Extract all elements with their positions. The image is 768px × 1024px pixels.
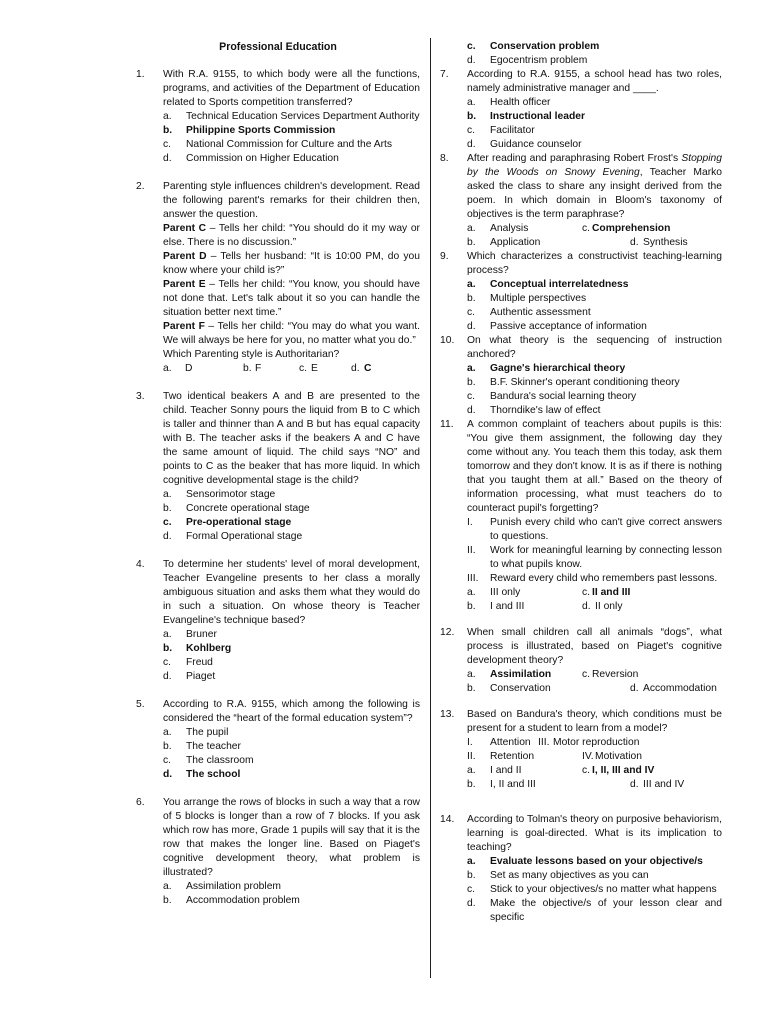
question-number: 6. <box>136 797 145 808</box>
options-row: b. I and III d. II only <box>467 601 623 612</box>
question-stem: According to Tolman's theory on purposive behaviorism, learning is goal-directed. What is its implication to teaching? <box>467 814 722 853</box>
option-c: c. National Commission for Culture and the Arts <box>163 139 393 150</box>
option-b: b. B.F. Skinner's operant conditioning theory <box>467 377 680 388</box>
option-d: d. Make the objective/s of your lesson clear and specific <box>467 898 722 923</box>
left-column <box>136 40 420 908</box>
statement-row: II. Retention IV. Motivation <box>467 751 642 762</box>
question-stem: Two identical beakers A and B are presented to the child. Teacher Sonny pours the liquid from B to C which is taller and thinner than A and B but has equal capacity with B. The teacher asks if the beakers A and C have the same amount of liquid. The child says “NO” and points to C as the beaker that has more liquid. In which cognitive developmental stage is the child? <box>163 391 420 486</box>
question-stem: You arrange the rows of blocks in such a way that a row of 5 blocks is longer than a row of 7 blocks. If you ask which row has more, Grade 1 pupils will say that it is the row that makes the longer line. Based on Piaget's cognitive development theory, what problem is illustrated? <box>163 797 420 878</box>
option-d: d. Passive acceptance of information <box>467 321 647 332</box>
parent-remark: Parent F – Tells her child: “You may do what you want. We will always be here for you, no matter what you do.” <box>163 321 420 346</box>
options-row: b. I, II and III d. III and IV <box>467 779 685 790</box>
option-b: b. Instructional leader <box>467 111 585 122</box>
question-stem: To determine her students' level of moral development, Teacher Evangeline presents to her class a morally ambiguous situation and asks them what they would do in such a situation. On whose theory is Teacher Evangeline's technique based? <box>163 559 420 626</box>
options-list <box>163 488 420 544</box>
question-11 <box>440 418 722 614</box>
option-a: a. Sensorimotor stage <box>163 489 276 500</box>
parent-remark: Parent C – Tells her child: “You should do it my way or else. There is no discussion.” <box>163 223 420 248</box>
option-d: d. Guidance counselor <box>467 139 582 150</box>
options-list <box>467 362 722 418</box>
question-number: 2. <box>136 181 145 192</box>
option-d: d. Formal Operational stage <box>163 531 303 542</box>
option-a: a. Health officer <box>467 97 551 108</box>
options-row: a. Assimilation c. Reversion <box>467 669 639 680</box>
options-row: a. I and II c. I, II, III and IV <box>467 765 655 776</box>
question-number: 8. <box>440 153 449 164</box>
statement-ii: II. Work for meaningful learning by connecting lesson to what pupils know. <box>467 545 722 570</box>
parent-remark: Parent D – Tells her husband: “It is 10:00 PM, do you know where your child is?” <box>163 251 420 276</box>
question-stem: According to R.A. 9155, a school head has two roles, namely administrative manager and ____. <box>467 69 722 94</box>
option-b: b. The teacher <box>163 741 241 752</box>
question-stem: According to R.A. 9155, which among the following is considered the “heart of the formal education system”? <box>163 699 420 724</box>
question-stem: Which characterizes a constructivist teaching-learning process? <box>467 251 722 276</box>
question-number: 3. <box>136 391 145 402</box>
options-row: a. Analysis c. Comprehension <box>467 223 671 234</box>
option-c: c. Authentic assessment <box>467 307 591 318</box>
question-number: 13. <box>440 709 455 720</box>
question-number: 4. <box>136 559 145 570</box>
question-4 <box>136 558 420 684</box>
statement-row: I. Attention III. Motor reproduction <box>467 737 640 748</box>
options-list <box>163 880 420 908</box>
option-a: a. Technical Education Services Department Authority <box>163 111 420 122</box>
parent-remark: Parent E – Tells her child: “You know, you should have not done that. Let's talk about it so you can handle the situation better next time.” <box>163 279 420 318</box>
question-number: 14. <box>440 814 455 825</box>
question-6-continued <box>440 40 722 68</box>
question-stem: Based on Bandura's theory, which conditions must be present for a student to learn from a model? <box>467 709 722 734</box>
question-stem: A common complaint of teachers about pupils is this: “You give them assignment, the following day they come without any. You teach them this today, ask them tomorrow and they don't know. It is as if there is nothing that you taught them at all.” Based on the theory of information processing, what must teachers do to counteract pupil's forgetting? <box>467 419 722 514</box>
statement-list <box>467 516 722 586</box>
column-divider <box>430 38 431 978</box>
question-14 <box>440 813 722 925</box>
option-d: d. Piaget <box>163 671 216 682</box>
option-d: d. The school <box>163 769 241 780</box>
option-d: d. Commission on Higher Education <box>163 153 339 164</box>
option-a: a. Conceptual interrelatedness <box>467 279 629 290</box>
statement-iii: III. Reward every child who remembers past lessons. <box>467 573 718 584</box>
question-5 <box>136 698 420 782</box>
options-list <box>467 96 722 152</box>
option-a: a. The pupil <box>163 727 229 738</box>
option-c: c. Facilitator <box>467 125 535 136</box>
page-title: Professional Education <box>219 41 337 53</box>
option-d: d. Egocentrism problem <box>467 55 588 66</box>
question-stem: After reading and paraphrasing Robert Frost's Stopping by the Woods on Snowy Evening, Teacher Marko asked the class to share any insight derived from the poem. In which domain in Bloom's taxonomy of objectives is the term paraphrase? <box>467 153 722 220</box>
option-c: c. Pre-operational stage <box>163 517 292 528</box>
options-row: b. Application d. Synthesis <box>467 237 688 248</box>
options-list <box>467 855 722 925</box>
option-b: b. Set as many objectives as you can <box>467 870 649 881</box>
question-stem: With R.A. 9155, to which body were all the functions, programs, and activities of the Department of Education related to Sports competition transferred? <box>163 69 420 108</box>
question-1 <box>136 68 420 166</box>
option-c: c. Conservation problem <box>467 41 600 52</box>
question-10 <box>440 334 722 418</box>
question-12 <box>440 626 722 696</box>
option-c: c. The classroom <box>163 755 254 766</box>
option-d: d. Thorndike's law of effect <box>467 405 601 416</box>
option-a: a. Assimilation problem <box>163 881 281 892</box>
question-stem: On what theory is the sequencing of instruction anchored? <box>467 335 722 360</box>
options-list <box>467 278 722 334</box>
question-6 <box>136 796 420 908</box>
option-c: c. Bandura's social learning theory <box>467 391 637 402</box>
option-c: c. Stick to your objectives/s no matter what happens <box>467 884 717 895</box>
options-row: a. III only c. II and III <box>467 587 631 598</box>
question-number: 1. <box>136 69 145 80</box>
option-a: a. Gagne's hierarchical theory <box>467 363 626 374</box>
question-number: 12. <box>440 627 455 638</box>
option-b: b. Philippine Sports Commission <box>163 125 336 136</box>
option-a: a. Bruner <box>163 629 217 640</box>
poem-title: Stopping by the Woods on Snowy Evening <box>467 153 722 178</box>
options-list <box>163 628 420 684</box>
option-b: b. Concrete operational stage <box>163 503 310 514</box>
option-b: b. Kohlberg <box>163 643 232 654</box>
option-a: a. Evaluate lessons based on your objective/s <box>467 856 703 867</box>
options-list <box>163 726 420 782</box>
question-stem: Parenting style influences children's development. Read the following parent's remarks for their children then, answer the question. Parent C – Tells her child: “You should do it my way or else. There is no discussion.” Parent D – Tells her husband: “It is 10:00 PM, do you know where your child is?” Parent E – Tells her child: “You know, you should have not done that. Let's talk about it so you can handle the situation better next time.” Parent F – Tells her child: “You may do what you want. We will always be here for you, no matter what you do.” Which Parenting style is Authoritarian? <box>163 181 420 360</box>
option-b: b. Multiple perspectives <box>467 293 587 304</box>
question-number: 10. <box>440 335 455 346</box>
question-8 <box>440 152 722 250</box>
question-13 <box>440 708 722 792</box>
options-list <box>467 40 722 68</box>
options-list <box>163 110 420 166</box>
question-number: 7. <box>440 69 449 80</box>
question-number: 11. <box>440 419 454 430</box>
question-9 <box>440 250 722 334</box>
question-number: 5. <box>136 699 145 710</box>
option-c: c. Freud <box>163 657 213 668</box>
options-row: b. Conservation d. Accommodation <box>467 683 717 694</box>
question-7 <box>440 68 722 152</box>
question-2 <box>136 180 420 376</box>
right-column <box>440 40 722 925</box>
options-row: a. D b. F c. E d. C <box>163 363 372 374</box>
question-3 <box>136 390 420 544</box>
option-b: b. Accommodation problem <box>163 895 300 906</box>
statement-i: I. Punish every child who can't give correct answers to questions. <box>467 517 722 542</box>
question-number: 9. <box>440 251 449 262</box>
question-stem: When small children call all animals “dogs”, what process is illustrated, based on Piaget's cognitive development theory? <box>467 627 722 666</box>
